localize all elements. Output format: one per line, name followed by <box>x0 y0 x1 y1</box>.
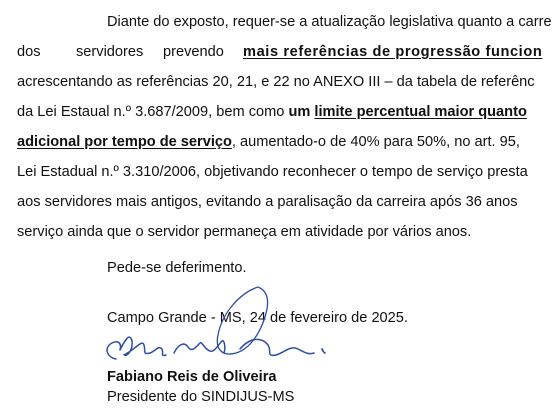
paragraph-line-4 <box>17 104 527 121</box>
emphasis-service-time-bonus: adicional por tempo de serviço <box>17 134 232 150</box>
paragraph-line-3: acrescentando as referências 20, 21, e 22 no ANEXO III – da tabela de referênc <box>17 74 535 90</box>
word-dos: dos <box>17 44 41 60</box>
line-5-plain: , aumentado-o de 40% para 50%, no art. 95, <box>231 134 520 150</box>
paragraph-line-7: aos servidores mais antigos, evitando a paralisação da carreira após 36 anos <box>17 194 518 210</box>
paragraph-line-6: Lei Estadual n.º 3.310/2006, objetivando reconhecer o tempo de serviço presta <box>17 164 528 180</box>
paragraph-line-2-word-servidores: servidores <box>76 44 144 60</box>
signatory-name: Fabiano Reis de Oliveira <box>107 369 277 385</box>
handwritten-signature <box>100 283 340 368</box>
emphasis-progression-references: mais referências de progressão funcion <box>243 44 543 60</box>
paragraph-line-2-word-prevendo: prevendo <box>163 44 224 60</box>
signatory-title: Presidente do SINDIJUS-MS <box>107 389 295 405</box>
paragraph-line-5 <box>17 134 520 151</box>
line-4-plain: da Lei Estaual n.º 3.687/2009, bem como <box>17 104 289 120</box>
paragraph-line-1: Diante do exposto, requer-se a atualização legislativa quanto a carre <box>107 14 552 30</box>
place-and-date: Campo Grande - MS, 24 de fevereiro de 2025. <box>107 310 408 326</box>
paragraph-line-8: serviço ainda que o servidor permaneça em atividade por vários anos. <box>17 224 472 240</box>
line-4-bold: um <box>288 104 315 120</box>
paragraph-line-2 <box>17 44 41 61</box>
emphasis-percentage-limit: limite percentual maior quanto <box>314 104 527 120</box>
request-closing: Pede-se deferimento. <box>107 260 247 276</box>
